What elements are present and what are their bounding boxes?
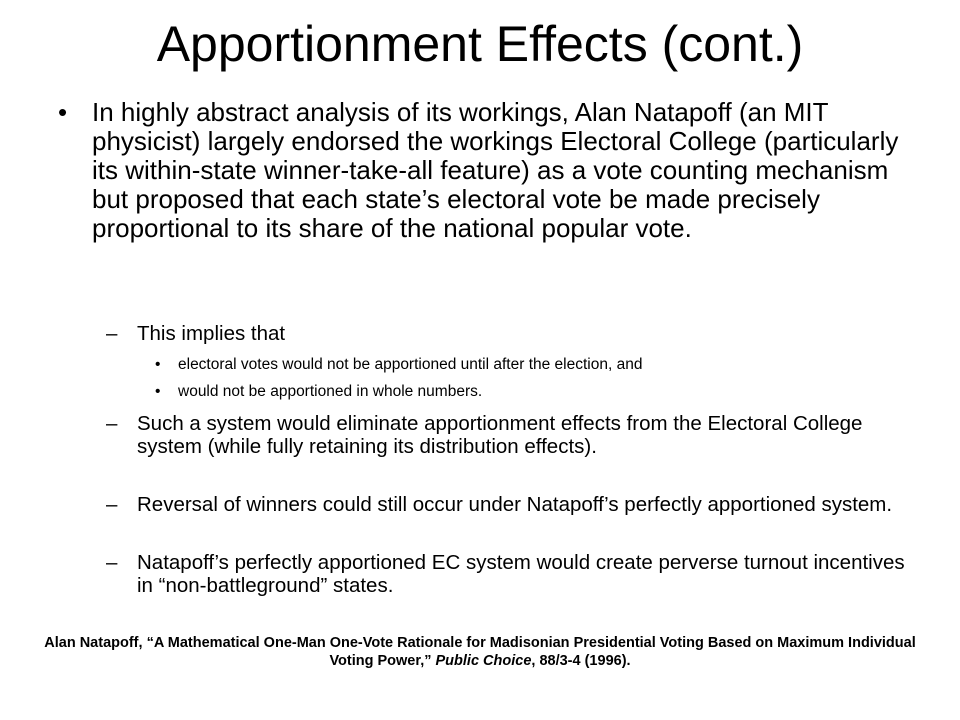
sub-bullet-eliminate-effects — [106, 412, 906, 458]
citation-journal: Public Choice — [435, 653, 532, 669]
bullet-marker: • — [155, 383, 161, 400]
bullet-marker: • — [155, 356, 161, 373]
sub-sub-bullet-text: would not be apportioned in whole numbers. — [178, 383, 483, 400]
sub-bullet-reversal — [106, 493, 906, 516]
dash-marker: – — [106, 322, 118, 345]
sub-bullet-implies — [106, 322, 906, 345]
slide-title: Apportionment Effects (cont.) — [156, 16, 804, 72]
citation-lead: Alan Natapoff, “A Mathematical One-Man One-Vote Rationale for Madisonian Presidential Voting Based on Maximum Individual Voting Power,” — [44, 635, 916, 669]
citation-tail: , 88/3-4 (1996). — [531, 653, 631, 669]
sub-bullet-turnout-incentives — [106, 551, 906, 597]
sub-sub-bullet-apportion-after — [155, 355, 915, 374]
sub-bullet-text: This implies that — [137, 322, 286, 345]
main-bullet — [58, 98, 908, 243]
sub-bullet-text: Such a system would eliminate apportionment effects from the Electoral College system (while fully retaining its distribution effects). — [137, 412, 863, 458]
citation — [40, 634, 920, 670]
dash-marker: – — [106, 493, 118, 516]
bullet-marker: • — [58, 97, 68, 127]
sub-bullet-text: Natapoff’s perfectly apportioned EC system would create perverse turnout incentives in “non-battleground” states. — [137, 551, 905, 597]
main-bullet-text: In highly abstract analysis of its workings, Alan Natapoff (an MIT physicist) largely endorsed the workings Electoral College (particularly its within-state winner-take-all feature) as a vote counting mechanism but proposed that each state’s electoral vote be made precisely proportional to its share of the national popular vote. — [92, 97, 899, 243]
sub-sub-bullet-text: electoral votes would not be apportioned until after the election, and — [178, 356, 643, 373]
sub-sub-bullet-whole-numbers — [155, 382, 915, 401]
dash-marker: – — [106, 412, 118, 435]
dash-marker: – — [106, 551, 118, 574]
sub-bullet-text: Reversal of winners could still occur under Natapoff’s perfectly apportioned system. — [137, 493, 893, 516]
